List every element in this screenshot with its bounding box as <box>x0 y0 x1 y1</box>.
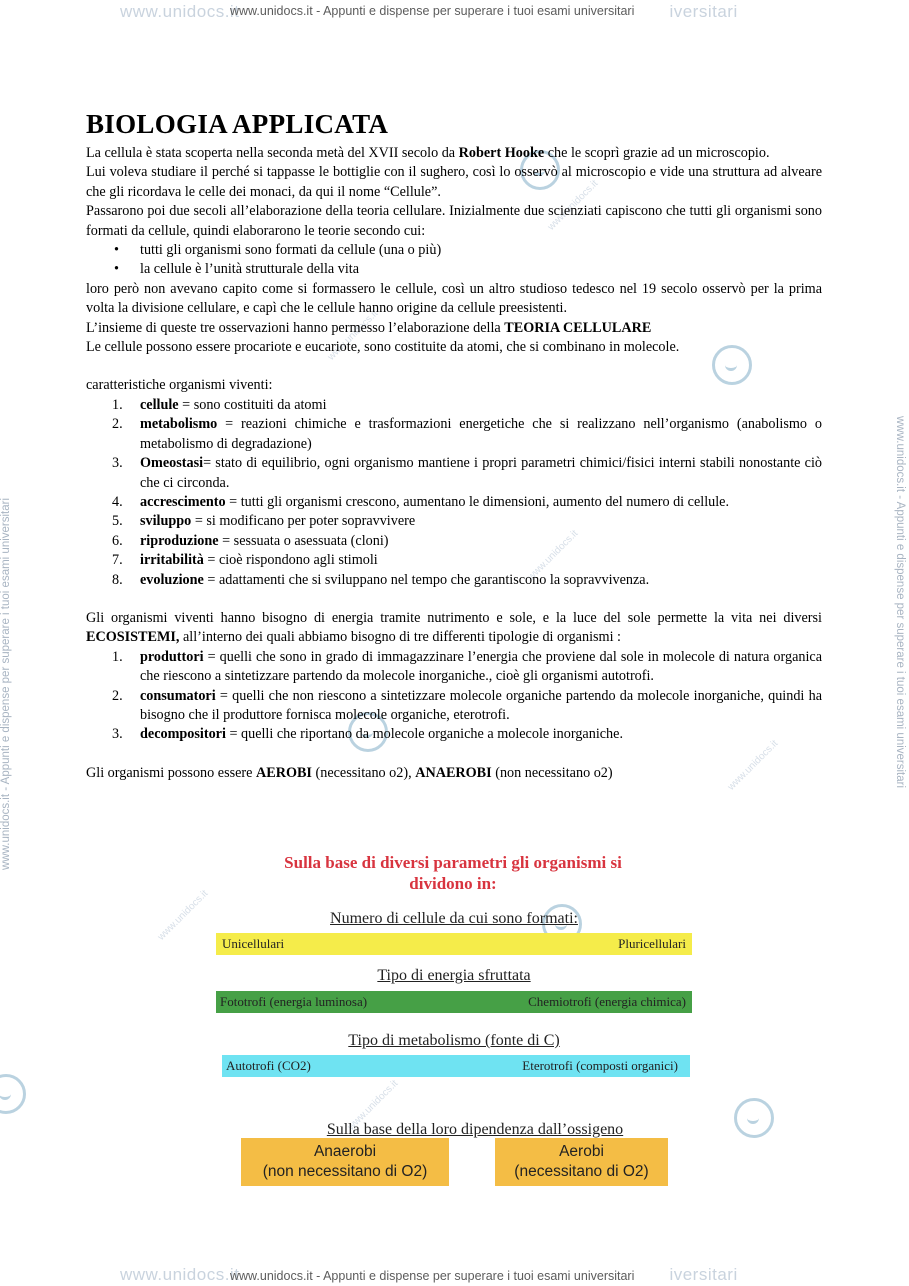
footer-watermark: www.unidocs.it - Appunti e dispense per superare i tuoi esami universitari <box>230 1269 635 1283</box>
list-item: • tutti gli organismi sono formati da cellule (una o più) <box>140 241 822 260</box>
footer-watermark-bg: www.unidocs.it iversitari <box>120 1265 738 1284</box>
energy-paragraph: Gli organismi viventi hanno bisogno di energia tramite nutrimento e sole, e la luce del sole permette la vita nei diversi ECOSISTEMI, all’interno dei quali abbiamo bisogno di tre differenti tipologie di organismi : <box>86 609 822 646</box>
oxygen-paragraph: Gli organismi possono essere AEROBI (necessitano o2), ANAEROBI (non necessitano o2) <box>86 764 613 781</box>
theory-list <box>86 241 822 280</box>
list-item: 3. decompositori = quelli che riportano da molecole organiche a molecole inorganiche. <box>112 726 623 743</box>
diagram-title-line2: dividono in: <box>409 874 497 893</box>
diagonal-watermark: www.unidocs.it <box>345 1078 401 1133</box>
document-body <box>86 108 822 783</box>
list-item: 6. riproduzione = sessuata o asessuata (cloni) <box>112 532 389 549</box>
cells-bar <box>216 933 692 955</box>
diagonal-watermark: www.unidocs.it <box>525 528 581 583</box>
diagonal-watermark: www.unidocs.it <box>155 888 211 943</box>
diagram-title-line1: Sulla base di diversi parametri gli organismi si <box>284 853 622 872</box>
metabolism-bar <box>222 1055 690 1077</box>
intro-paragraph: loro però non avevano capito come si formassero le cellule, così un altro studioso tedesco nel 19 secolo osservò per la prima volta la divisione cellulare, e capì che le cellule hanno origine da cellule preesistenti. <box>86 280 822 317</box>
list-item: 5. sviluppo = si modificano per poter sopravvivere <box>112 513 416 530</box>
characteristics-list <box>86 396 822 590</box>
intro-paragraph: Le cellule possono essere procariote e eucariote, sono costituite da atomi, che si combinano in molecole. <box>86 339 680 356</box>
anaerobic-note: (non necessitano di O2) <box>262 1163 428 1180</box>
list-item: 3. Omeostasi= stato di equilibrio, ogni organismo mantiene i propri parametri chimici/fisici interni stabili nonostante ciò che ci circonda. <box>112 455 822 491</box>
intro-paragraph: Passarono poi due secoli all’elaborazione della teoria cellulare. Inizialmente due scienziati capiscono che tutti gli organismi sono formati da cellule, quindi elaborarono le teorie secondo cui: <box>86 203 822 239</box>
anaerobic-box <box>241 1138 449 1186</box>
list-item: 7. irritabilità = cioè rispondono agli stimoli <box>112 552 378 569</box>
list-item: 1. produttori = quelli che sono in grado di immagazzinare l’energia che proviene dal sole in molecole di natura organica che riescono a sintetizzare partendo da molecole inorganiche., cioè gli organismi autotrofi. <box>112 648 822 685</box>
heterotrophs-label: Eterotrofi (composti organici) <box>522 1058 678 1073</box>
intro-paragraph: Lui voleva studiare il perché si tappasse le bottiglie con il sughero, così lo osservò al microscopio e vide una struttura ad alveare che gli ricordava le celle dei monaci, da qui il nome “Cellule”. <box>86 164 822 200</box>
list-item: 8. evoluzione = adattamenti che si sviluppano nel tempo che garantiscono la sopravvivenza. <box>112 571 650 588</box>
list-item: 1. cellule = sono costituiti da atomi <box>112 396 327 413</box>
energy-heading: Tipo di energia sfruttata <box>377 967 531 984</box>
diagonal-watermark: www.unidocs.it <box>545 178 601 233</box>
oxygen-heading: Sulla base della loro dipendenza dall’ossigeno <box>326 1121 624 1138</box>
list-item: 4. accrescimento = tutti gli organismi crescono, aumentano le dimensioni, aumento del numero di cellule. <box>112 493 730 510</box>
energy-bar <box>216 991 692 1013</box>
autotrophs-label: Autotrofi (CO2) <box>226 1058 311 1073</box>
aerobic-box <box>495 1138 668 1186</box>
left-side-watermark: www.unidocs.it - Appunti e dispense per superare i tuoi esami universitari <box>0 497 12 870</box>
header-watermark: www.unidocs.it - Appunti e dispense per superare i tuoi esami universitari <box>230 4 635 18</box>
phototrophs-label: Fototrofi (energia luminosa) <box>220 994 368 1009</box>
list-item: • la cellule è l’unità strutturale della vita <box>140 260 822 279</box>
diagonal-watermark: www.unidocs.it <box>725 738 781 793</box>
list-item: 2. consumatori = quelli che non riescono a sintetizzare molecole organiche partendo da molecole inorganiche, quindi ha bisogno che il produttore fornisca molecole organiche, eterotrofi. <box>112 687 822 723</box>
header-watermark-bg: www.unidocs.it iversitari <box>120 2 738 21</box>
chemotrophs-label: Chemiotrofi (energia chimica) <box>528 994 686 1009</box>
section-heading: caratteristiche organismi viventi: <box>86 377 273 394</box>
unidocs-logo-icon <box>734 1098 774 1138</box>
aerobic-note: (necessitano di O2) <box>514 1163 649 1180</box>
unicellular-label: Unicellulari <box>222 936 285 951</box>
cells-heading: Numero di cellule da cui sono formati: <box>330 910 578 927</box>
unidocs-logo-icon <box>0 1074 26 1114</box>
metabolism-heading: Tipo di metabolismo (fonte di C) <box>348 1032 560 1049</box>
page-title: BIOLOGIA APPLICATA <box>86 109 389 139</box>
list-item: 2. metabolismo = reazioni chimiche e trasformazioni energetiche che si realizzano nell’organismo (anabolismo o metabolismo di degradazione) <box>112 416 822 452</box>
pluricellular-label: Pluricellulari <box>618 936 686 951</box>
organisms-list <box>86 648 822 745</box>
intro-paragraph: La cellula è stata scoperta nella seconda metà del XVII secolo da Robert Hooke che le scoprì grazie ad un microscopio. <box>86 145 770 161</box>
diagonal-watermark: www.unidocs.it <box>325 308 381 363</box>
aerobic-label: Aerobi <box>559 1143 604 1160</box>
anaerobic-label: Anaerobi <box>313 1143 377 1160</box>
intro-paragraph: L’insieme di queste tre osservazioni hanno permesso l’elaborazione della TEORIA CELLULARE <box>86 319 652 336</box>
right-side-watermark: www.unidocs.it - Appunti e dispense per superare i tuoi esami universitari <box>894 416 906 789</box>
